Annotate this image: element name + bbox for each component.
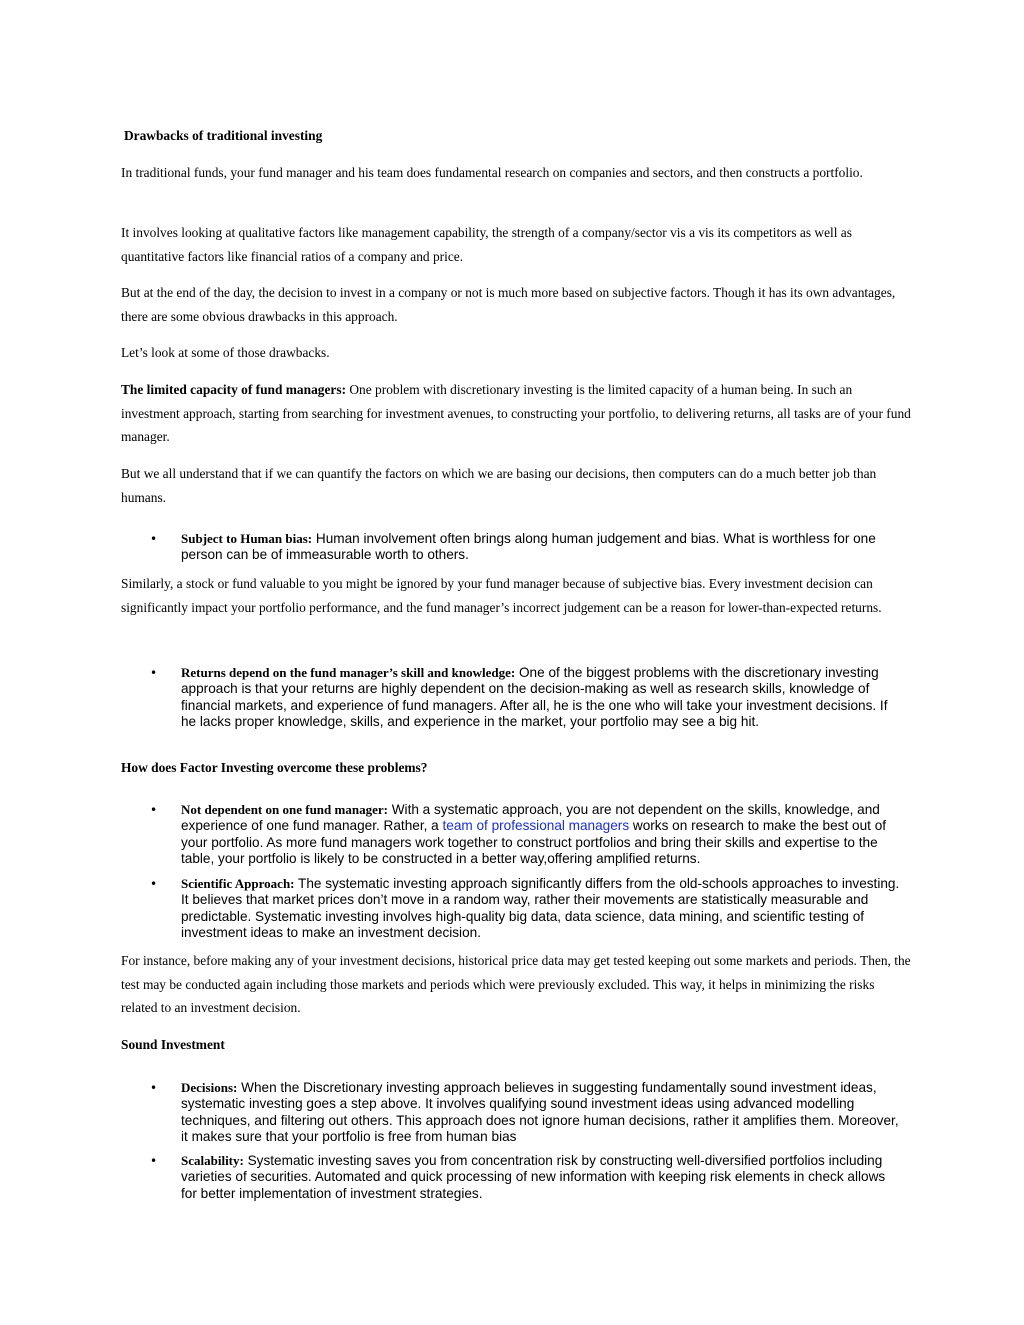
bullet-lead: Not dependent on one fund manager: bbox=[181, 802, 388, 817]
bullet-icon: • bbox=[150, 803, 158, 817]
paragraph-limited-capacity bbox=[121, 378, 911, 449]
paragraph-text: It involves looking at qualitative factors like management capability, the strength of a company/sector vis a vis its competitors as well as quantitative factors like financial ratios of a company and price. bbox=[121, 225, 852, 264]
bullet-decisions bbox=[150, 1080, 900, 1146]
bullet-not-dependent bbox=[150, 802, 900, 868]
bullet-icon: • bbox=[150, 666, 158, 680]
bullet-human-bias bbox=[150, 531, 900, 564]
bullet-lead: Subject to Human bias: bbox=[181, 531, 313, 546]
bullet-lead: Scalability: bbox=[181, 1153, 244, 1168]
paragraph-lead: The limited capacity of fund managers: bbox=[121, 382, 347, 397]
bullet-lead: Decisions: bbox=[181, 1080, 238, 1095]
paragraph-computers bbox=[121, 462, 911, 509]
bullet-text: works on research to make the best out of your portfolio. As more fund managers work together to construct portfolios and bring their skills and expertise to the table, your portfolio is likely to be constructed in a better way,offering amplified returns. bbox=[181, 818, 887, 867]
paragraph-qualitative-factors bbox=[121, 221, 911, 268]
section-heading-factor-investing bbox=[121, 759, 911, 777]
paragraph-subjective-factors bbox=[121, 281, 911, 328]
paragraph-text: Let’s look at some of those drawbacks. bbox=[121, 345, 330, 360]
paragraph-text: In traditional funds, your fund manager and his team does fundamental research on companies and sectors, and then constructs a portfolio. bbox=[121, 165, 863, 180]
paragraph-traditional-funds bbox=[121, 161, 911, 185]
bullet-scientific-approach bbox=[150, 876, 900, 942]
heading-text: Drawbacks of traditional investing bbox=[124, 128, 323, 143]
section-heading-sound-investment bbox=[121, 1036, 911, 1054]
bullet-scalability bbox=[150, 1153, 900, 1202]
bullet-icon: • bbox=[150, 532, 158, 546]
bullet-text: With a systematic approach, you are not dependent on the skills, knowledge, and experience of one fund manager. Rather, a bbox=[181, 802, 880, 834]
section-heading-drawbacks bbox=[124, 127, 914, 145]
bullet-lead: Scientific Approach: bbox=[181, 876, 295, 891]
paragraph-text: For instance, before making any of your investment decisions, historical price data may get tested keeping out some markets and periods. Then, the test may be conducted again including those markets and periods which were previously excluded. This way, it helps in minimizing the risks related to an investment decision. bbox=[121, 953, 911, 1015]
bullet-returns-depend bbox=[150, 665, 900, 731]
paragraph-similarly bbox=[121, 572, 911, 619]
heading-text: How does Factor Investing overcome these problems? bbox=[121, 760, 428, 775]
bullet-icon: • bbox=[150, 1081, 158, 1095]
paragraph-lets-look bbox=[121, 341, 911, 365]
team-of-professional-managers-link[interactable]: team of professional managers bbox=[442, 818, 630, 834]
paragraph-text: Similarly, a stock or fund valuable to you might be ignored by your fund manager because of subjective bias. Every investment decision can significantly impact your portfolio performance, and the fund manager’s incorrect judgement can be a reason for lower-than-expected returns. bbox=[121, 576, 882, 615]
paragraph-for-instance bbox=[121, 949, 913, 1020]
bullet-text: Human involvement often brings along human judgement and bias. What is worthless for one person can be of immeasurable worth to others. bbox=[181, 531, 876, 563]
bullet-text: The systematic investing approach significantly differs from the old-schools approaches to investing. It believes that market prices don’t move in a random way, rather their movements are statistically measurable and predictable. Systematic investing involves high-quality big data, data science, data mining, and scientific testing of investment ideas to make an investment decision. bbox=[181, 876, 900, 941]
bullet-text: One of the biggest problems with the discretionary investing approach is that your returns are highly dependent on the decision-making as well as research skills, knowledge of financial markets, and experience of fund managers. After all, he is the one who will take your investment decisions. If he lacks proper knowledge, skills, and experience in the market, your portfolio may see a big hit. bbox=[181, 665, 888, 730]
bullet-text: Systematic investing saves you from concentration risk by constructing well-diversified portfolios including varieties of securities. Automated and quick processing of new information with keeping risk elements in check allows for better implementation of investment strategies. bbox=[181, 1153, 886, 1201]
bullet-icon: • bbox=[150, 1154, 158, 1168]
bullet-lead: Returns depend on the fund manager’s skill and knowledge: bbox=[181, 665, 516, 680]
bullet-text: When the Discretionary investing approach believes in suggesting fundamentally sound investment ideas, systematic investing goes a step above. It involves qualifying sound investment ideas using advanced modelling techniques, and filtering out others. This approach does not ignore human decisions, rather it amplifies them. Moreover, it makes sure that your portfolio is free from human bias bbox=[181, 1080, 899, 1145]
heading-text: Sound Investment bbox=[121, 1037, 225, 1052]
bullet-icon: • bbox=[150, 877, 158, 891]
paragraph-text: But at the end of the day, the decision to invest in a company or not is much more based on subjective factors. Though it has its own advantages, there are some obvious drawbacks in this approach. bbox=[121, 285, 896, 324]
paragraph-text: One problem with discretionary investing is the limited capacity of a human being. In such an investment approach, starting from searching for investment avenues, to constructing your portfolio, to delivering returns, all tasks are of your fund manager. bbox=[121, 382, 911, 444]
paragraph-text: But we all understand that if we can quantify the factors on which we are basing our decisions, then computers can do a much better job than humans. bbox=[121, 466, 877, 505]
